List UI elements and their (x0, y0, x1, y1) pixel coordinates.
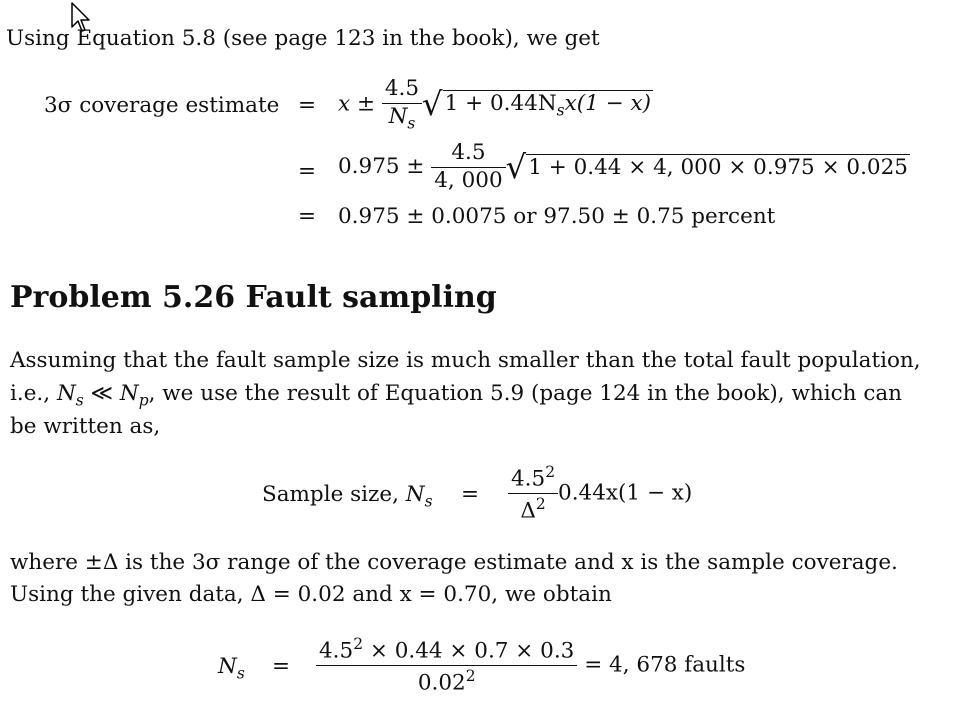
equals-sign-3: = (298, 204, 317, 229)
coverage-fraction-1: $\frac{4.5}{N_s}$ (382, 78, 422, 131)
sqrt-2: √1 + 0.44 × 4, 000 × 0.975 × 0.025 (505, 147, 908, 186)
paragraph-1-line-1: Assuming that the fault sample size is much smaller than the total fault population, (10, 348, 921, 373)
paragraph-2-line-1: where ±Δ is the 3σ range of the coverage estimate and x is the sample coverage. (10, 550, 898, 575)
sqrt-1: $√1 + 0.44N_sx(1 - x)$ (422, 85, 651, 124)
result-rhs: $\frac{4.5^2 \times 0.44 \times 0.7 \times 0.3}{0.02^2}$ = 4, 678 faults (316, 636, 745, 695)
coverage-fraction-2: $\frac{4.5}{4, 000}$ (431, 142, 505, 192)
coverage-line-1: x ± $\frac{4.5}{N_s}$ $√1 + 0.44N_sx(1 - x)$ (338, 76, 651, 132)
equals-sign-4: = (461, 482, 480, 507)
equals-sign-1: = (298, 93, 317, 118)
paragraph-1-line-3: be written as, (10, 414, 161, 439)
sample-size-fraction: $\frac{4.5^2}{\Delta^2}$ (508, 464, 558, 523)
coverage-lhs: 3σ coverage estimate (44, 93, 280, 118)
paragraph-2-line-2: Using the given data, Δ = 0.02 and x = 0.70, we obtain (10, 582, 612, 607)
intro-line: Using Equation 5.8 (see page 123 in the book), we get (6, 26, 600, 51)
coverage-line-3: 0.975 ± 0.0075 or 97.50 ± 0.75 percent (338, 204, 776, 229)
result-lhs: $N_s$ (218, 654, 245, 683)
result-fraction: $\frac{4.5^2 \times 0.44 \times 0.7 \times 0.3}{0.02^2}$ (316, 636, 577, 695)
paragraph-1-line-2: i.e., $N_s$ ≪ $N_p$, we use the result of Equation 5.9 (page 124 in the book), which can (10, 381, 903, 410)
section-heading: Problem 5.26 Fault sampling (10, 280, 497, 315)
equals-sign-5: = (272, 654, 291, 679)
sample-size-rhs: $\frac{4.5^2}{\Delta^2}$ 0.44x(1 − x) (508, 464, 692, 523)
equals-sign-2: = (298, 159, 317, 184)
coverage-line-2: 0.975 ± $\frac{4.5}{4, 000}$ √1 + 0.44 × 4, 000 × 0.975 × 0.025 (338, 140, 908, 193)
sample-size-lhs: Sample size, $N_s$ (262, 482, 433, 511)
